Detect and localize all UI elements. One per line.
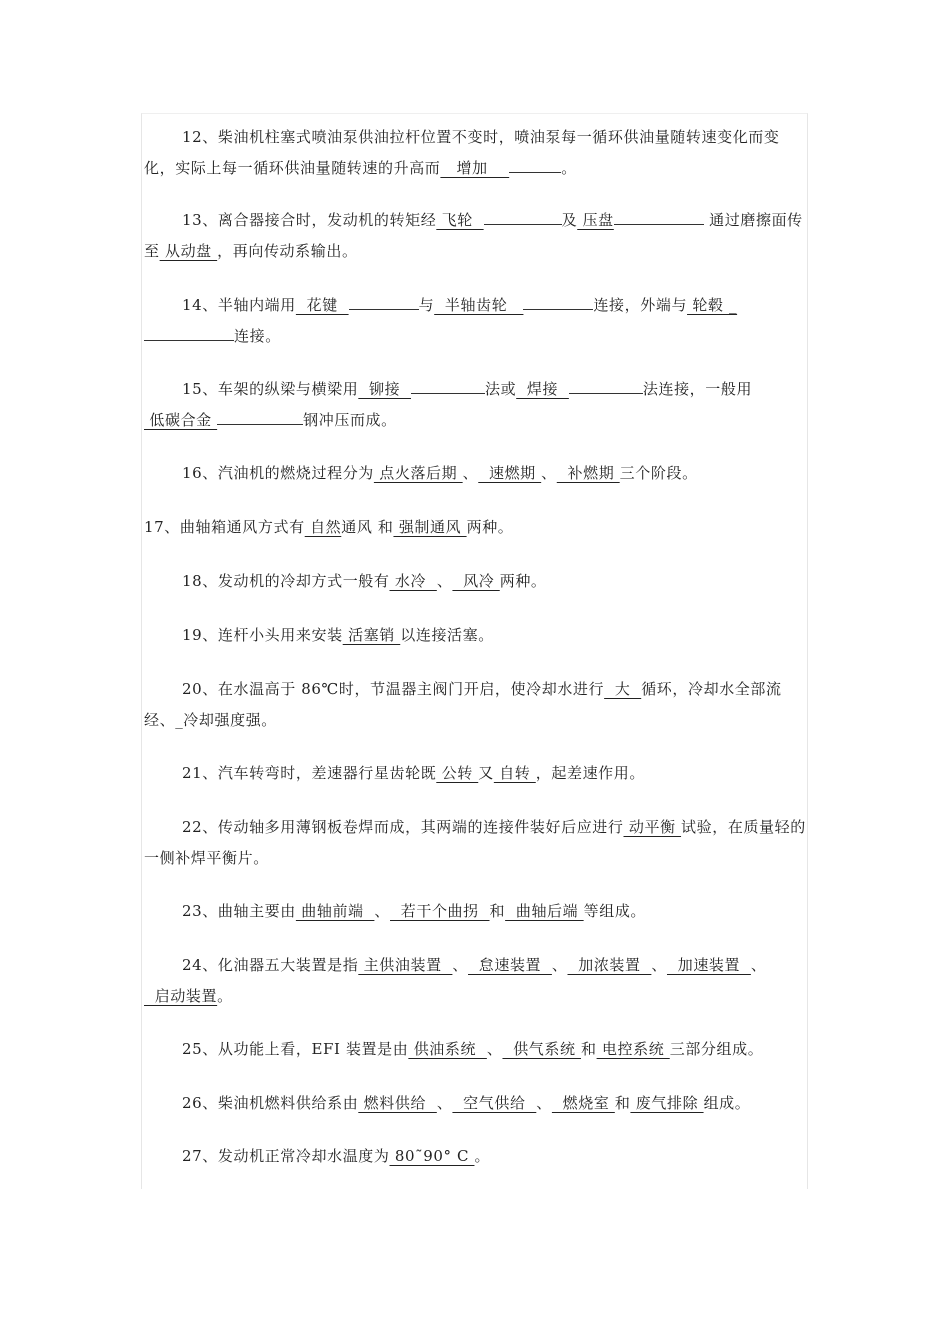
question-text: 两种。 — [466, 518, 514, 536]
question-q22 — [144, 812, 806, 874]
answer-fill: 补燃期 — [556, 464, 620, 482]
answer-fill: 半轴齿轮 — [434, 296, 524, 314]
question-text: 14、半轴内端用 — [182, 296, 296, 314]
question-q27 — [144, 1141, 806, 1172]
question-text: 、 — [651, 956, 667, 974]
question-q15 — [144, 374, 806, 436]
question-text: 通风 和 — [341, 518, 394, 536]
answer-fill: 大 — [604, 680, 642, 698]
answer-fill: 废气排除 — [630, 1094, 704, 1112]
question-text: 26、柴油机燃料供给系由 — [182, 1094, 359, 1112]
question-q17 — [144, 512, 806, 543]
question-q16 — [144, 458, 806, 489]
answer-fill: 增加 — [440, 159, 510, 177]
blank-line — [484, 209, 562, 225]
answer-fill: 80˜90° C — [389, 1147, 475, 1165]
question-text: 组成。 — [703, 1094, 751, 1112]
question-text: 、 — [436, 1094, 453, 1112]
answer-fill: 若干个曲拐 — [390, 902, 490, 920]
blank-line — [217, 409, 303, 425]
question-text: 通过磨擦面传至 — [144, 211, 803, 260]
answer-fill: 低碳合金 — [144, 411, 218, 429]
answer-fill: 怠速装置 — [468, 956, 552, 974]
question-text: 和 — [614, 1094, 631, 1112]
blank-line — [411, 378, 485, 394]
answer-fill: 曲轴前端 — [295, 902, 375, 920]
answer-fill: 压盘 — [577, 211, 614, 229]
question-text: 、 — [541, 464, 557, 482]
question-text: 、 — [374, 902, 391, 920]
answer-fill: 加浓装置 — [567, 956, 652, 974]
question-q12 — [144, 122, 806, 184]
question-text: 、 — [486, 1040, 503, 1058]
question-text: 钢冲压而成。 — [303, 411, 397, 429]
answer-fill: 速燃期 — [478, 464, 542, 482]
question-text: 25、从功能上看，EFI 装置是由 — [182, 1040, 409, 1058]
question-text: 20、在水温高于 86℃时，节温器主阀门开启，使冷却水进行 — [182, 680, 605, 698]
question-q25 — [144, 1034, 806, 1065]
answer-fill: 燃烧室 — [551, 1094, 615, 1112]
answer-fill: 启动装置 — [144, 987, 218, 1005]
question-text: 、 — [750, 956, 767, 974]
answer-fill: 风冷 — [452, 572, 500, 590]
answer-fill: 从动盘 — [159, 242, 218, 260]
question-text: 13、离合器接合时，发动机的转矩经 — [182, 211, 437, 229]
answer-fill: 加速装置 — [666, 956, 751, 974]
question-text: 及 — [561, 211, 578, 229]
answer-fill: 铆接 — [358, 380, 411, 398]
question-text: 和 — [489, 902, 506, 920]
question-text: 、 — [462, 464, 479, 482]
blank-line — [523, 294, 593, 310]
answer-fill: 供油系统 — [408, 1040, 487, 1058]
blank-line — [614, 209, 704, 225]
question-text: 18、发动机的冷却方式一般有 — [182, 572, 390, 590]
answer-fill: 动平衡 — [623, 818, 682, 836]
answer-fill: 自转 — [493, 764, 536, 782]
answer-fill: 曲轴后端 — [505, 902, 584, 920]
question-text: 三部分组成。 — [669, 1040, 764, 1058]
question-text: 连接。 — [234, 327, 281, 345]
question-text: ，起差速作用。 — [535, 764, 645, 782]
question-q13 — [144, 205, 806, 267]
blank-line — [144, 325, 234, 341]
answer-fill: 供气系统 — [502, 1040, 581, 1058]
question-text: 循环，冷却水全部流经、_冷却强度强。 — [144, 680, 782, 729]
question-q23 — [144, 896, 806, 927]
question-text: 21、汽车转弯时，差速器行星齿轮既 — [182, 764, 437, 782]
question-text: 法或 — [484, 380, 517, 398]
question-text: 。 — [474, 1147, 491, 1165]
question-text: 、 — [452, 956, 469, 974]
question-text: 、 — [551, 956, 568, 974]
question-text: 、 — [436, 572, 453, 590]
answer-fill: 点火落后期 — [373, 464, 463, 482]
blank-line — [349, 294, 419, 310]
answer-fill: 公转 — [436, 764, 479, 782]
question-text: 和 — [580, 1040, 597, 1058]
answer-fill: _ — [728, 296, 738, 314]
answer-fill: 燃料供给 — [358, 1094, 437, 1112]
question-text: 22、传动轴多用薄钢板卷焊而成，其两端的连接件装好后应进行 — [182, 818, 624, 836]
question-text: 17、曲轴箱通风方式有 — [144, 518, 305, 536]
answer-fill: 自然 — [304, 518, 342, 536]
question-text: 等组成。 — [583, 902, 647, 920]
answer-fill: 轮毂 — [687, 296, 729, 314]
question-q19 — [144, 620, 806, 651]
question-text: 12、柴油机柱塞式喷油泵供油拉杆位置不变时，喷油泵每一循环供油量随转速变化而变化，实际上每一循环供油量随转速的升高而 — [144, 128, 780, 177]
question-text: ，再向传动系输出。 — [217, 242, 358, 260]
blank-line — [569, 378, 643, 394]
question-text: 16、汽油机的燃烧过程分为 — [182, 464, 374, 482]
question-text: 两种。 — [499, 572, 547, 590]
question-q26 — [144, 1088, 806, 1119]
question-text: 。 — [561, 159, 577, 177]
answer-fill: 飞轮 — [436, 211, 484, 229]
blank-line — [509, 157, 561, 173]
question-q24 — [144, 950, 806, 1012]
document-frame — [141, 113, 808, 1189]
question-text: 。 — [217, 987, 233, 1005]
question-text: 以连接活塞。 — [400, 626, 494, 644]
answer-fill: 焊接 — [516, 380, 569, 398]
question-text: 、 — [536, 1094, 552, 1112]
question-text: 15、车架的纵梁与横梁用 — [182, 380, 359, 398]
answer-fill: 电控系统 — [596, 1040, 670, 1058]
answer-fill: 活塞销 — [342, 626, 401, 644]
question-q14 — [144, 290, 806, 352]
question-text: 与 — [418, 296, 435, 314]
question-text: 23、曲轴主要由 — [182, 902, 296, 920]
question-text: 三个阶段。 — [619, 464, 698, 482]
question-text: 24、化油器五大装置是指 — [182, 956, 359, 974]
question-text: 试验，在质量轻的一侧补焊平衡片。 — [144, 818, 806, 867]
question-text: 法连接，一般用 — [642, 380, 753, 398]
question-q20 — [144, 674, 806, 736]
question-q18 — [144, 566, 806, 597]
answer-fill: 主供油装置 — [358, 956, 453, 974]
answer-fill: 强制通风 — [393, 518, 467, 536]
question-text: 又 — [478, 764, 494, 782]
answer-fill: 水冷 — [389, 572, 437, 590]
question-text: 连接，外端与 — [593, 296, 688, 314]
answer-fill: 空气供给 — [452, 1094, 537, 1112]
question-text: 19、连杆小头用来安装 — [182, 626, 343, 644]
question-q21 — [144, 758, 806, 789]
answer-fill: 花键 — [295, 296, 349, 314]
question-text: 27、发动机正常冷却水温度为 — [182, 1147, 390, 1165]
